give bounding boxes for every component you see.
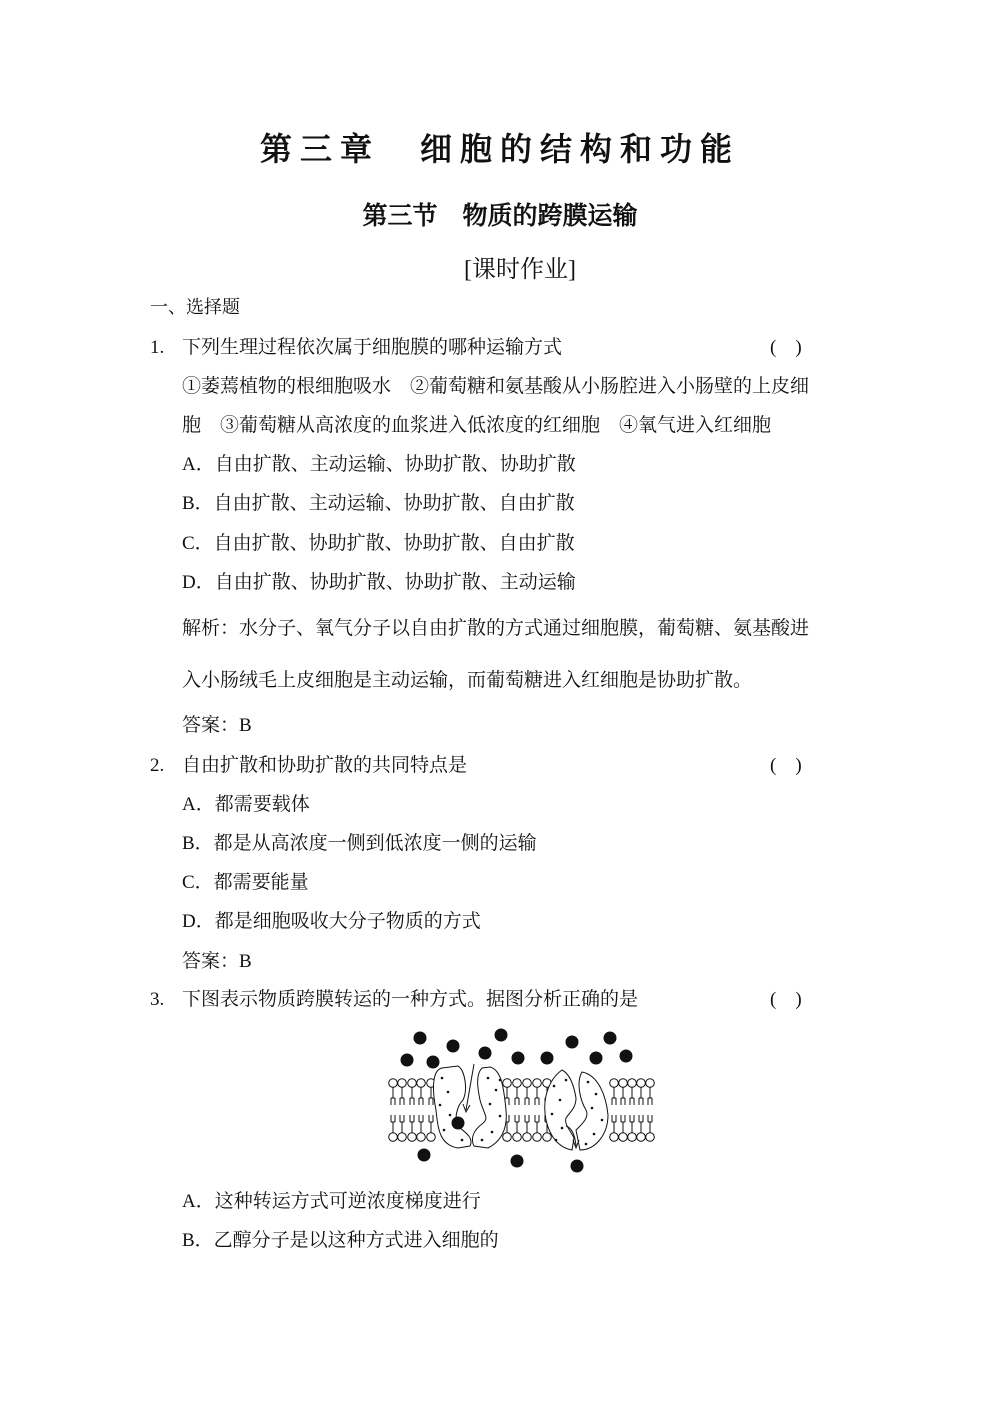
lipid-tail	[639, 1115, 643, 1133]
q3-stem: 下图表示物质跨膜转运的一种方式。据图分析正确的是	[182, 989, 639, 1010]
q1-stem-line2: ①萎蔫植物的根细胞吸水 ②葡萄糖和氨基酸从小肠腔进入小肠壁的上皮细	[182, 376, 810, 397]
q2-answer: 答案：B	[182, 951, 252, 972]
protein-dot	[443, 1129, 446, 1132]
protein-dot	[491, 1131, 494, 1134]
q1-number: 1.	[150, 337, 165, 358]
lipid-head	[533, 1133, 542, 1142]
q1-stem-line3: 胞 ③葡萄糖从高浓度的血浆进入低浓度的红细胞 ④氧气进入红细胞	[182, 415, 772, 436]
lipid-tail	[648, 1115, 652, 1133]
lipid-head	[637, 1079, 646, 1088]
q3-option-a: A．这种转运方式可逆浓度梯度进行	[182, 1191, 481, 1212]
q2-option-c: C．都需要能量	[182, 872, 309, 893]
q2-option-a: A．都需要载体	[182, 794, 310, 815]
lipid-tail	[639, 1087, 643, 1105]
protein-dot	[591, 1107, 594, 1110]
lipid-tail	[525, 1115, 529, 1133]
lipid-head	[628, 1079, 637, 1088]
lipid-tail	[535, 1087, 539, 1105]
protein-dot	[551, 1113, 554, 1116]
lipid-head	[610, 1079, 619, 1088]
lipid-tail	[410, 1087, 414, 1105]
q1-option-b: B．自由扩散、主动运输、协助扩散、自由扩散	[182, 493, 575, 514]
lipid-head	[619, 1133, 628, 1142]
lipid-head	[619, 1079, 628, 1088]
lipid-tail	[535, 1115, 539, 1133]
lipid-tail	[419, 1115, 423, 1133]
lipid-head	[389, 1133, 398, 1142]
phospholipid-bilayer	[389, 1079, 655, 1142]
lipid-tail	[648, 1087, 652, 1105]
q1-analysis-line2: 入小肠绒毛上皮细胞是主动运输，而葡萄糖进入红细胞是协助扩散。	[182, 669, 753, 691]
section-title: 第三节 物质的跨膜运输	[362, 201, 638, 230]
q1-answer: 答案：B	[182, 715, 252, 736]
carrier-protein-right	[545, 1070, 608, 1150]
protein-dot	[481, 1139, 484, 1142]
lipid-tail	[630, 1087, 634, 1105]
protein-dot	[487, 1077, 490, 1080]
lipid-tail	[400, 1087, 404, 1105]
lipid-head	[610, 1133, 619, 1142]
lipid-head	[398, 1133, 407, 1142]
lipid-head	[646, 1079, 655, 1088]
lipid-head	[513, 1133, 522, 1142]
lipid-tail	[400, 1115, 404, 1133]
lipid-tail	[612, 1087, 616, 1105]
q2-stem: 自由扩散和协助扩散的共同特点是	[182, 755, 468, 776]
q2-option-b: B．都是从高浓度一侧到低浓度一侧的运输	[182, 833, 537, 854]
q3-number: 3.	[150, 989, 165, 1010]
lipid-head	[513, 1079, 522, 1088]
q2-number: 2.	[150, 755, 165, 776]
lipid-tail	[515, 1087, 519, 1105]
lipid-head	[628, 1133, 637, 1142]
lipid-head	[408, 1133, 417, 1142]
lipid-head	[408, 1079, 417, 1088]
protein-dot	[595, 1093, 598, 1096]
protein-dot	[601, 1119, 604, 1122]
q1-answer-blank: ( )	[770, 337, 802, 358]
q2-option-d: D．都是细胞吸收大分子物质的方式	[182, 911, 481, 932]
carrier-protein-left	[434, 1066, 507, 1148]
protein-dot	[561, 1127, 564, 1130]
q3-answer-blank: ( )	[770, 989, 802, 1010]
q1-option-c: C．自由扩散、协助扩散、协助扩散、自由扩散	[182, 533, 575, 554]
q1-stem: 下列生理过程依次属于细胞膜的哪种运输方式	[182, 337, 563, 358]
protein-dot	[499, 1079, 502, 1082]
lipid-tail	[612, 1115, 616, 1133]
lipid-head	[523, 1133, 532, 1142]
lipid-head	[646, 1133, 655, 1142]
lipid-tail	[410, 1115, 414, 1133]
lipid-head	[543, 1133, 552, 1142]
protein-dot	[449, 1114, 452, 1117]
protein-dot	[461, 1139, 464, 1142]
lipid-head	[427, 1133, 436, 1142]
protein-dot	[553, 1085, 556, 1088]
lipid-tail	[525, 1087, 529, 1105]
lipid-head	[389, 1079, 398, 1088]
protein-dot	[495, 1089, 498, 1092]
lipid-tail	[391, 1087, 395, 1105]
q1-option-a: A．自由扩散、主动运输、协助扩散、协助扩散	[182, 454, 576, 475]
lipid-tail	[419, 1087, 423, 1105]
q1-option-d: D．自由扩散、协助扩散、协助扩散、主动运输	[182, 572, 576, 593]
protein-dot	[587, 1081, 590, 1084]
lipid-tail	[429, 1087, 433, 1105]
protein-dot	[565, 1079, 568, 1082]
protein-dot	[585, 1143, 588, 1146]
lipid-tail	[621, 1087, 625, 1105]
membrane-transport-diagram	[370, 1020, 660, 1180]
q3-option-b: B．乙醇分子是以这种方式进入细胞的	[182, 1230, 499, 1251]
q1-analysis-line1: 解析：水分子、氧气分子以自由扩散的方式通过细胞膜，葡萄糖、氨基酸进	[182, 617, 810, 639]
lipid-tail	[429, 1115, 433, 1133]
subtitle: [课时作业]	[464, 257, 576, 283]
lipid-tail	[391, 1115, 395, 1133]
protein-dot	[447, 1091, 450, 1094]
lipid-tail	[515, 1115, 519, 1133]
protein-dot	[489, 1103, 492, 1106]
lipid-tail	[621, 1115, 625, 1133]
lipid-tail	[630, 1115, 634, 1133]
chapter-title: 第三章 细胞的结构和功能	[259, 130, 740, 168]
lipid-head	[503, 1079, 512, 1088]
protein-dot	[559, 1099, 562, 1102]
protein-dot	[593, 1133, 596, 1136]
lipid-head	[398, 1079, 407, 1088]
lipid-head	[503, 1133, 512, 1142]
q2-answer-blank: ( )	[770, 755, 802, 776]
protein-dot	[499, 1115, 502, 1118]
lipid-head	[533, 1079, 542, 1088]
lipid-head	[417, 1133, 426, 1142]
protein-dot	[441, 1077, 444, 1080]
protein-dot	[555, 1139, 558, 1142]
protein-dot	[439, 1104, 442, 1107]
lipid-head	[523, 1079, 532, 1088]
lipid-head	[417, 1079, 426, 1088]
part-heading: 一、选择题	[150, 297, 240, 318]
lipid-head	[637, 1133, 646, 1142]
